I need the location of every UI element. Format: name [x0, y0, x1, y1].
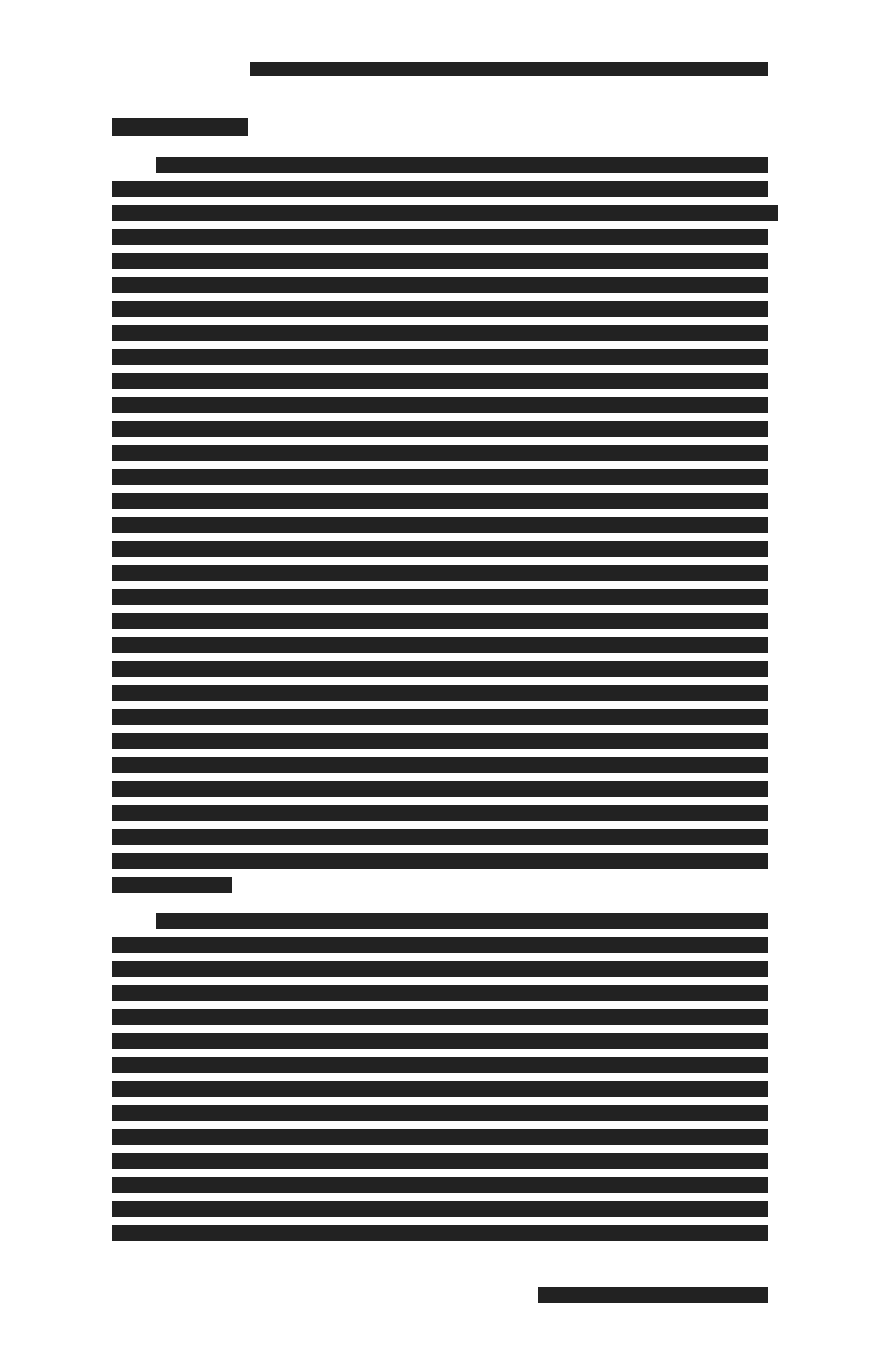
text-line [112, 1153, 768, 1169]
text-line [112, 709, 768, 725]
text-line [112, 781, 768, 797]
footer-text-bar [538, 1287, 768, 1303]
text-line [112, 805, 768, 821]
running-header-text-bar [250, 62, 768, 76]
text-line [112, 685, 768, 701]
text-line [112, 181, 768, 197]
text-line [112, 589, 768, 605]
text-line [156, 157, 768, 173]
text-line [112, 301, 768, 317]
text-line [112, 469, 768, 485]
text-line [112, 1009, 768, 1025]
text-line [112, 229, 768, 245]
text-line [112, 961, 768, 977]
text-line [112, 757, 768, 773]
text-line [112, 937, 768, 953]
text-line [112, 1225, 768, 1241]
page-footer [538, 1287, 768, 1303]
text-line [112, 205, 778, 221]
running-header [250, 58, 768, 80]
text-line [112, 1177, 768, 1193]
text-line [112, 829, 768, 845]
section-heading [112, 118, 248, 136]
text-line [112, 1033, 768, 1049]
text-line [112, 1081, 768, 1097]
text-line [112, 1105, 768, 1121]
text-line [112, 541, 768, 557]
text-line [112, 877, 232, 893]
text-line [112, 1129, 768, 1145]
text-line [112, 853, 768, 869]
text-line [112, 565, 768, 581]
text-line [112, 421, 768, 437]
text-line [112, 373, 768, 389]
text-line [112, 253, 768, 269]
text-line [112, 325, 768, 341]
section-heading-bar [112, 118, 248, 136]
text-line [112, 637, 768, 653]
text-line [112, 985, 768, 1001]
text-line [112, 517, 768, 533]
text-line [112, 349, 768, 365]
text-line [112, 661, 768, 677]
text-line [112, 277, 768, 293]
text-line [112, 1201, 768, 1217]
text-line [112, 733, 768, 749]
text-line [156, 913, 768, 929]
text-line [112, 613, 768, 629]
text-line [112, 493, 768, 509]
text-line [112, 445, 768, 461]
text-line [112, 397, 768, 413]
text-line [112, 1057, 768, 1073]
